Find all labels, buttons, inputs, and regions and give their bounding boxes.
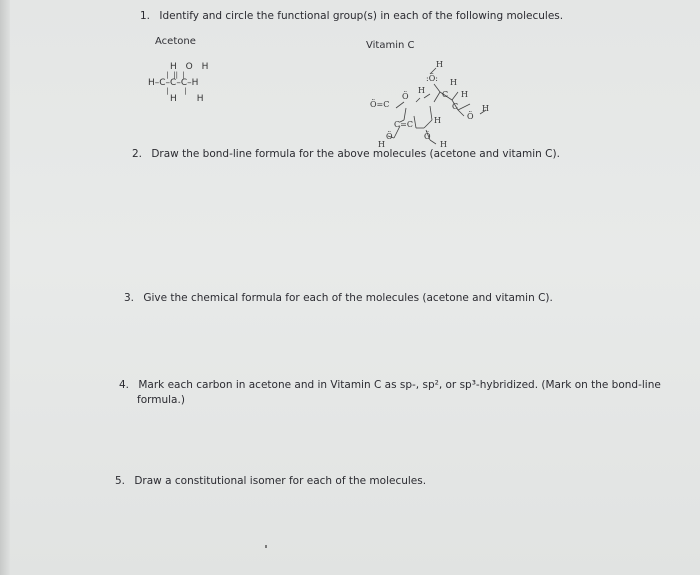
acetone-label: Acetone [155, 36, 196, 47]
page-edge-shadow [0, 0, 10, 575]
question-3 [124, 291, 553, 305]
question-5-text: Draw a constitutional isomer for each of the molecules. [134, 475, 427, 487]
question-2-text: Draw the bond-line formula for the above molecules (acetone and vitamin C). [151, 148, 560, 160]
pen-mark [265, 545, 267, 548]
question-3-text: Give the chemical formula for each of the molecules (acetone and vitamin C). [143, 292, 553, 304]
question-4-text-line2: formula.) [137, 394, 185, 406]
vitc-atom-o-left: Ö=C [370, 100, 390, 109]
vitamin-c-label: Vitamin C [366, 40, 415, 51]
vitc-atom-o-bottom1: Ö [386, 132, 393, 141]
question-4 [119, 378, 661, 392]
vitc-atom-c1: C [442, 90, 449, 99]
question-2-number: 2. [132, 148, 143, 160]
vitc-atom-o-top: :Ö: [426, 74, 438, 83]
question-5-number: 5. [115, 475, 126, 487]
vitc-atom-o-right: Ö [467, 112, 474, 121]
vitc-atom-h-right2: H [461, 90, 468, 99]
question-1-number: 1. [140, 10, 151, 22]
vitc-atom-o-bottom2: Ö [424, 132, 431, 141]
vitc-atom-h-bottom1: H [378, 140, 385, 149]
vitc-atom-o-mid: Ö [402, 92, 409, 101]
question-5 [115, 474, 426, 488]
vitc-atom-h-inner: H [434, 116, 441, 125]
vitc-atom-h-right1: H [450, 78, 457, 87]
acetone-row-5: H H [170, 94, 204, 104]
question-4-number: 4. [119, 379, 130, 391]
vitc-atom-h-bottom2: H [440, 140, 447, 149]
acetone-row-3: H–C–C–C–H [148, 78, 199, 88]
vitc-atom-h-right3: H [482, 104, 489, 113]
question-1-text: Identify and circle the functional group(s) in each of the following molecules. [159, 10, 564, 22]
question-1 [140, 9, 563, 23]
vitc-atom-c-ring: C=C [394, 120, 413, 129]
acetone-row-2: | || | [162, 71, 185, 79]
vitc-atom-h-top: H [436, 60, 443, 69]
question-4-text-line1: Mark each carbon in acetone and in Vitamin C as sp-, sp², or sp³-hybridized. (Mark on the bond-line [138, 379, 661, 391]
acetone-row-4: | | [162, 87, 187, 95]
vitc-atom-c2: C [452, 102, 459, 111]
vitc-atom-h-c1: H [418, 86, 425, 95]
acetone-row-1: H O H [170, 62, 212, 72]
question-3-number: 3. [124, 292, 135, 304]
question-2 [132, 147, 560, 161]
